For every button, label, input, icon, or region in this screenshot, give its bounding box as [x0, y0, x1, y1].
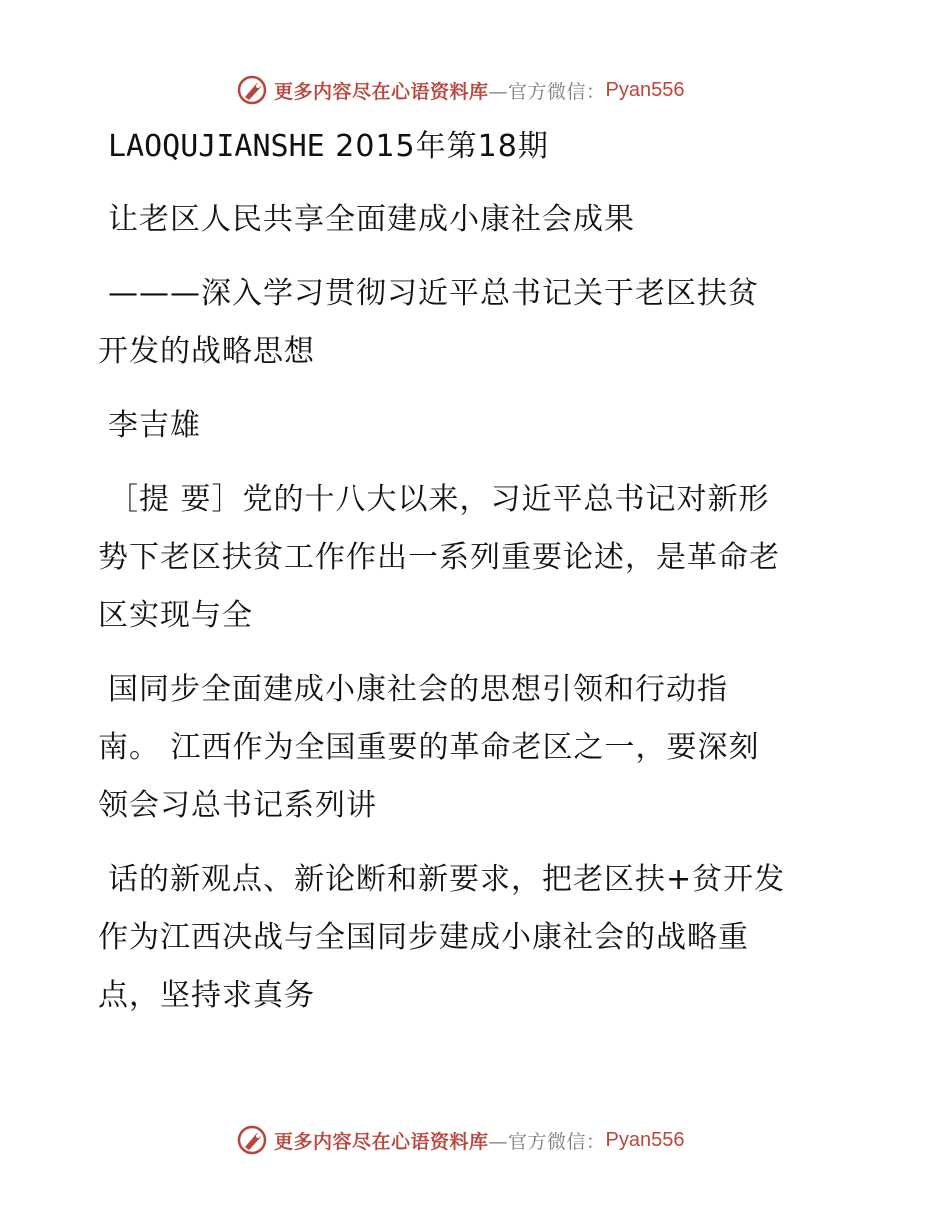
watermark-footer — [236, 1122, 685, 1158]
watermark-text: 更多内容尽在心语资料库 — [274, 1130, 489, 1153]
watermark-separator: —官方微信： — [488, 1130, 606, 1153]
article-title: 让老区人民共享全面建成小康社会成果 — [108, 202, 635, 237]
journal-issue-line — [108, 130, 549, 164]
body-line: 区实现与全 — [98, 598, 253, 633]
body-line: 作为江西决战与全国同步建成小康社会的战略重 — [98, 920, 749, 955]
body-line: 点，坚持求真务 — [98, 978, 315, 1013]
body-line: 南。 江西作为全国重要的革命老区之一，要深刻 — [98, 730, 760, 765]
body-line: ［提 要］党的十八大以来，习近平总书记对新形 — [108, 482, 770, 517]
journal-code: LAOQUJIANSHE — [108, 129, 325, 164]
watermark-separator: —官方微信： — [488, 80, 606, 103]
body-line: 势下老区扶贫工作作出一系列重要论述，是革命老 — [98, 540, 780, 575]
watermark-account: Pyan556 — [605, 1128, 685, 1151]
article-subtitle-line-1: ———深入学习贯彻习近平总书记关于老区扶贫 — [108, 276, 759, 311]
watermark-header — [236, 72, 685, 108]
body-line: 国同步全面建成小康社会的思想引领和行动指 — [108, 672, 728, 707]
watermark-text: 更多内容尽在心语资料库 — [274, 80, 489, 103]
body-line: 领会习总书记系列讲 — [98, 788, 377, 823]
body-line: 话的新观点、新论断和新要求，把老区扶+贫开发 — [108, 862, 786, 897]
watermark-account: Pyan556 — [605, 78, 685, 101]
article-subtitle-line-2: 开发的战略思想 — [98, 334, 315, 369]
article-author: 李吉雄 — [108, 408, 201, 443]
journal-issue: 2015年第18期 — [335, 129, 549, 164]
pen-nib-seal-icon — [236, 73, 270, 107]
pen-nib-seal-icon — [236, 1123, 270, 1157]
